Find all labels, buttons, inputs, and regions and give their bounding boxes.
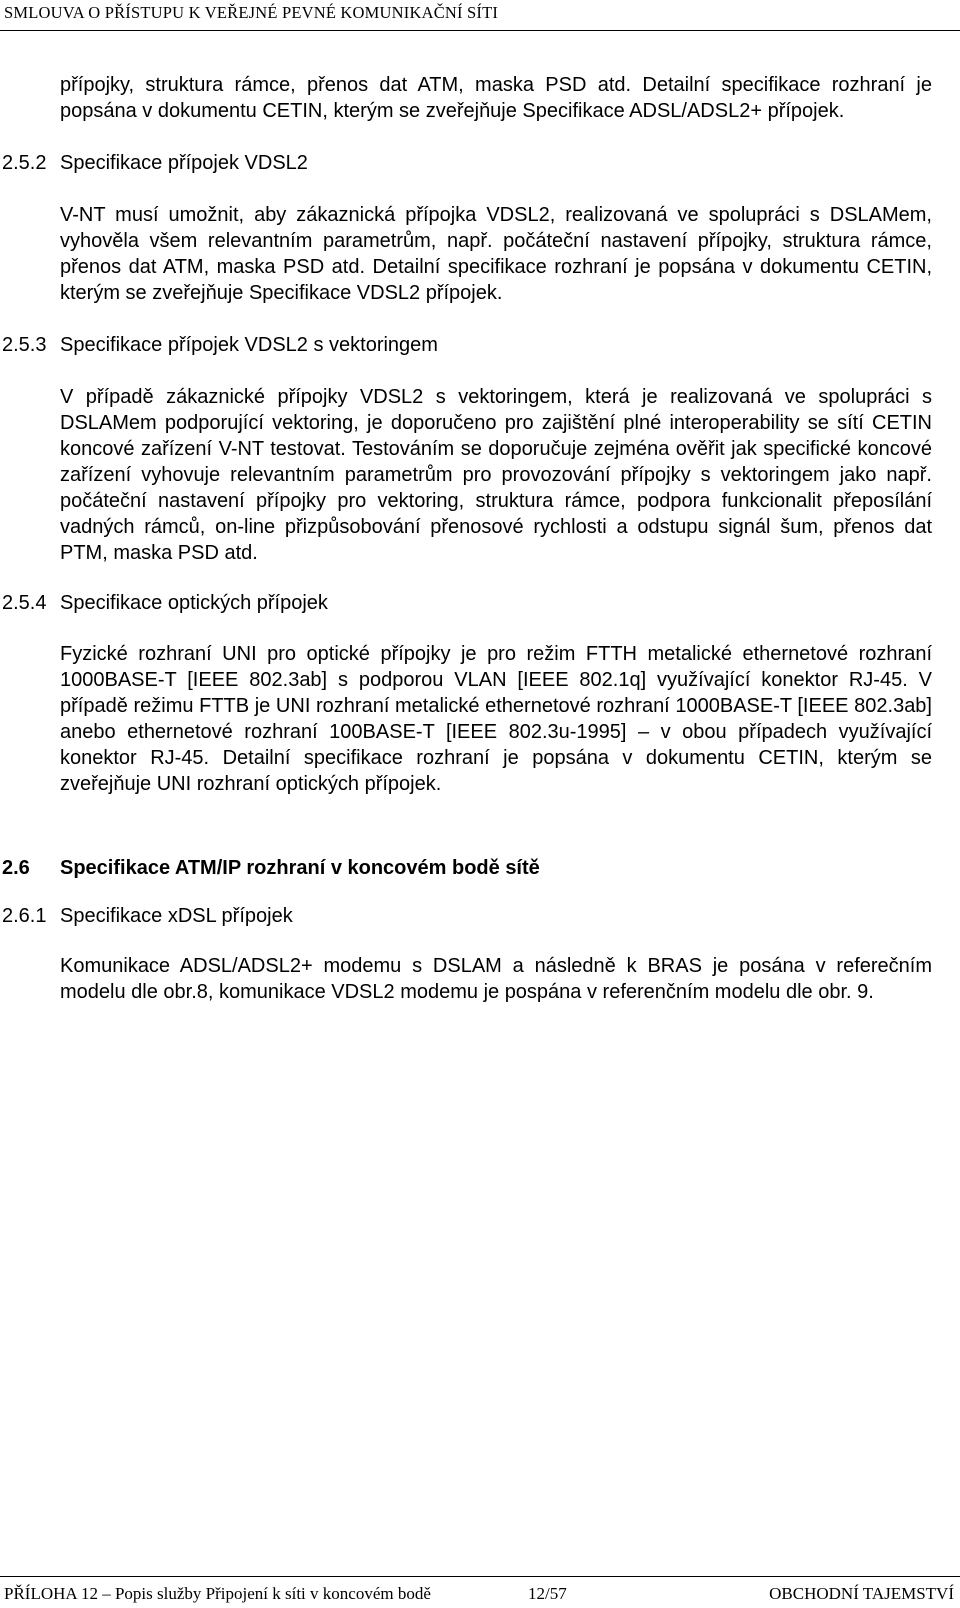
section-heading-2-5-4 — [2, 590, 932, 616]
section-title: Specifikace ATM/IP rozhraní v koncovém bodě sítě — [60, 857, 540, 879]
header-divider — [0, 30, 960, 31]
section-paragraph: V-NT musí umožnit, aby zákaznická přípojka VDSL2, realizovaná ve spolupráci s DSLAMem, vyhověla všem relevantním parametrům, např. počáteční nastavení přípojky, struktura rámce, přenos dat ATM, maska PSD atd. Detailní specifikace rozhraní je popsána v dokumentu CETIN, kterým se zveřejňuje Specifikace VDSL2 přípojek. — [60, 204, 932, 304]
section-title: Specifikace přípojek VDSL2 s vektoringem — [60, 334, 438, 356]
intro-paragraph: přípojky, struktura rámce, přenos dat ATM, maska PSD atd. Detailní specifikace rozhraní je popsána v dokumentu CETIN, kterým se zveřejňuje Specifikace ADSL/ADSL2+ přípojek. — [60, 74, 932, 122]
footer-divider — [0, 1576, 960, 1577]
document-header: SMLOUVA O PŘÍSTUPU K VEŘEJNÉ PEVNÉ KOMUNIKAČNÍ SÍTI — [4, 3, 499, 22]
section-number: 2.5.4 — [2, 592, 47, 614]
section-number: 2.5.2 — [2, 152, 47, 174]
section-number: 2.6 — [2, 857, 30, 879]
section-number: 2.5.3 — [2, 334, 47, 356]
section-paragraph: Fyzické rozhraní UNI pro optické přípojky je pro režim FTTH metalické ethernetové rozhraní 1000BASE-T [IEEE 802.3ab] s podporou VLAN [IEEE 802.1q] využívající konektor RJ-45. V případě režimu FTTB je UNI rozhraní metalické ethernetové rozhraní 1000BASE-T [IEEE 802.3ab] anebo ethernetové rozhraní 100BASE-T [IEEE 802.3u-1995] – v obou případech využívající konektor RJ-45. Detailní specifikace rozhraní je popsána v dokumentu CETIN, kterým se zveřejňuje UNI rozhraní optických přípojek. — [60, 643, 932, 795]
section-heading-2-6-1 — [2, 903, 932, 929]
section-heading-2-5-3 — [2, 332, 932, 358]
section-number: 2.6.1 — [2, 905, 47, 927]
section-paragraph: Komunikace ADSL/ADSL2+ modemu s DSLAM a následně k BRAS je posána v referečním modelu dle obr.8, komunikace VDSL2 modemu je pospána v referenčním modelu dle obr. 9. — [60, 955, 932, 1003]
section-paragraph: V případě zákaznické přípojky VDSL2 s vektoringem, která je realizovaná ve spolupráci s DSLAMem podporující vektoring, je doporučeno pro zajištění plné interoperability se sítí CETIN koncové zařízení V-NT testovat. Testováním se doporučuje zejména ověřit jak specifické koncové zařízení vyhovuje relevantním parametrům pro provozování přípojky s vektoringem jako např. počáteční nastavení přípojky pro vektoring, struktura rámce, podpora funkcionalit přeposílání vadných rámců, on-line přizpůsobování přenosové rychlosti a odstupu signál šum, přenos dat PTM, maska PSD atd. — [60, 386, 932, 564]
footer-document-title: PŘÍLOHA 12 – Popis služby Připojení k síti v koncovém bodě — [4, 1584, 431, 1603]
section-title: Specifikace přípojek VDSL2 — [60, 152, 308, 174]
section-heading-2-5-2 — [2, 150, 932, 176]
confidentiality-label: OBCHODNÍ TAJEMSTVÍ — [769, 1584, 954, 1603]
document-body — [2, 72, 932, 1005]
section-heading-2-6 — [2, 855, 932, 881]
page-number: 12/57 — [528, 1584, 567, 1603]
section-title: Specifikace optických přípojek — [60, 592, 328, 614]
section-title: Specifikace xDSL přípojek — [60, 905, 293, 927]
